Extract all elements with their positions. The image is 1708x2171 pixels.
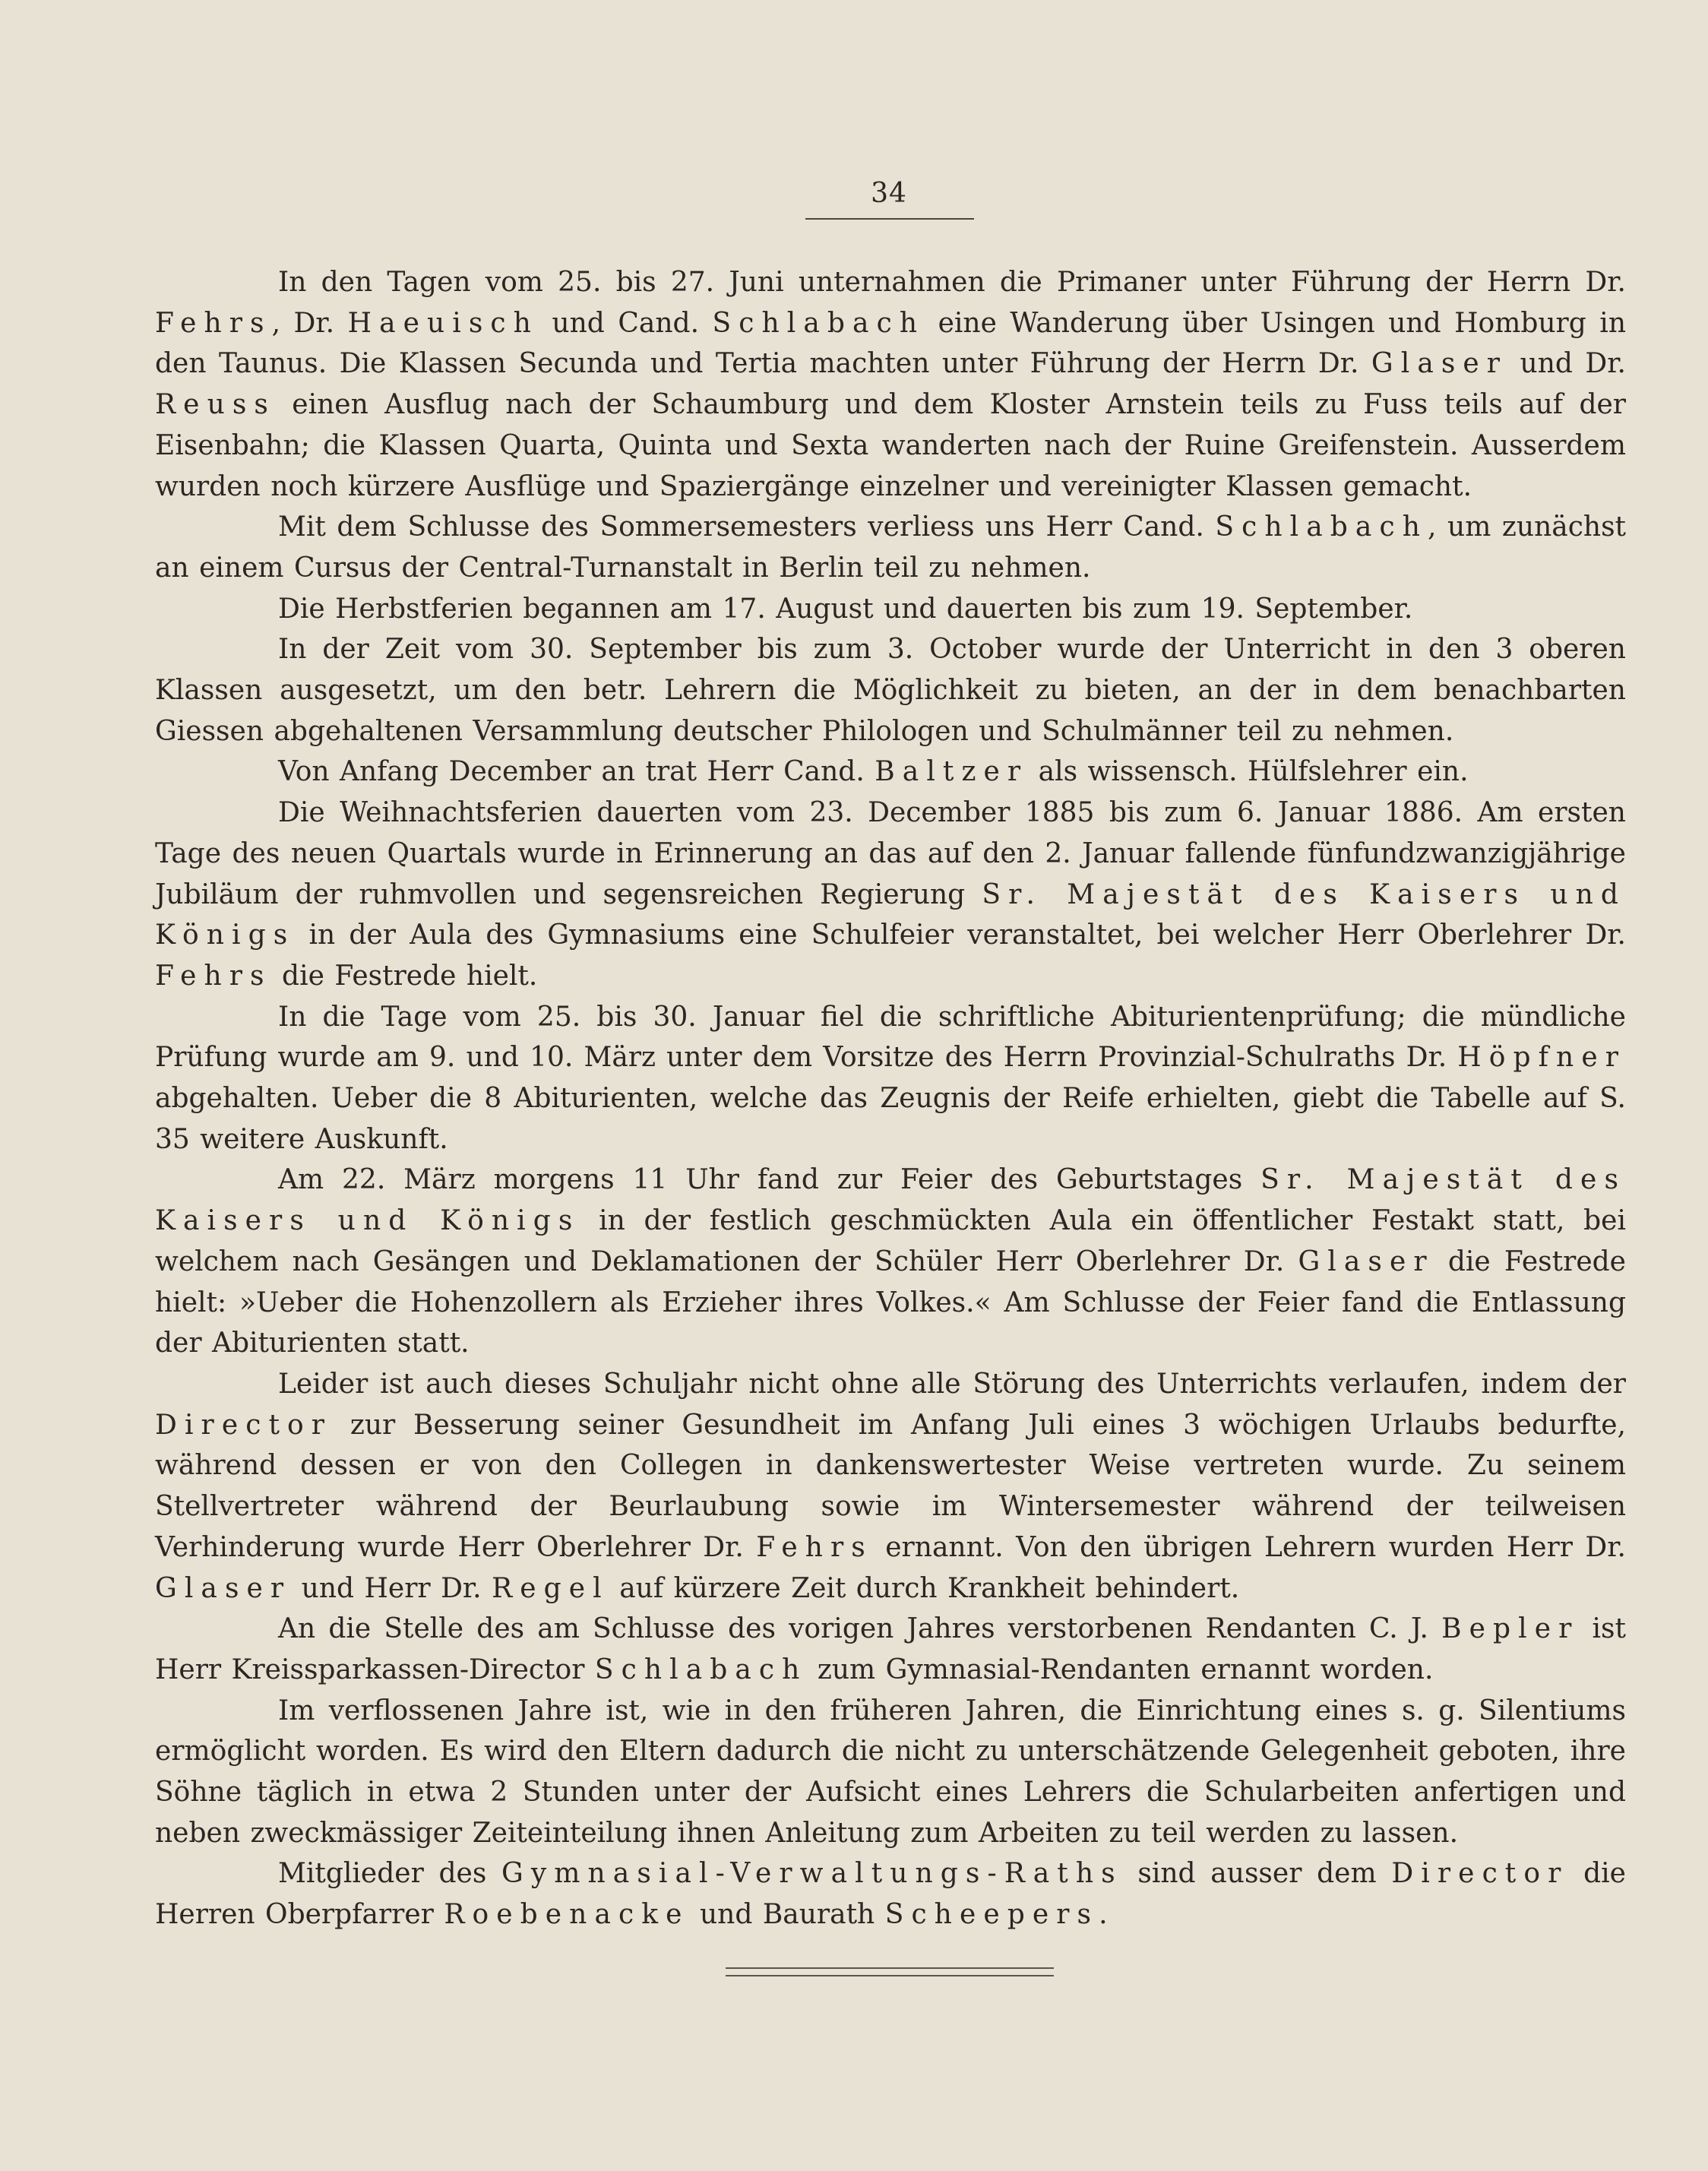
spaced-name: Schlabach — [712, 307, 925, 339]
text-run: , um zunächst an einem Cursus der Central-Turnanstalt in Berlin teil zu nehmen. — [155, 511, 1627, 584]
spaced-name: Bepler — [1441, 1613, 1580, 1645]
text-run: Leider ist auch dieses Schuljahr nicht ohne alle Störung des Unterrichts verlaufen, indem der — [278, 1368, 1626, 1400]
spaced-name: Fehrs — [155, 960, 272, 992]
spaced-name: Glaser — [1371, 348, 1508, 380]
text-run: in der Aula des Gymnasiums eine Schulfeier veranstaltet, bei welcher Herr Oberlehrer Dr. — [295, 919, 1626, 951]
spaced-name: Glaser — [1298, 1245, 1434, 1277]
text-run: Die Weihnachtsferien dauerten vom 23. December 1885 bis zum 6. Januar 1886. Am ersten Tage des neuen Quartals wurde in Erinnerung an das auf den 2. Januar fallende fünfundzwanzigjährige Jubiläum der ruhmvollen und segensreichen Regierung — [155, 797, 1626, 910]
text-run: ernannt. Von den übrigen Lehrern wurden Herr Dr. — [872, 1531, 1626, 1563]
spaced-name: Scheepers — [884, 1899, 1099, 1931]
text-run: auf kürzere Zeit durch Krankheit behindert. — [609, 1572, 1240, 1604]
text-run: Von Anfang December an trat Herr Cand. — [278, 756, 875, 788]
paragraph — [155, 997, 1626, 1160]
text-run: und Herr Dr. — [291, 1572, 492, 1604]
paragraph — [155, 1609, 1626, 1690]
page-number: 34 — [871, 178, 907, 209]
spaced-name: Director — [1391, 1858, 1569, 1890]
text-run: und Dr. — [1507, 348, 1626, 380]
text-run: und Baurath — [689, 1899, 885, 1931]
spaced-name: Reuss — [155, 389, 276, 421]
page-number-rule — [805, 218, 974, 220]
paragraph — [155, 1853, 1626, 1935]
text-run: in der festlich geschmückten Aula ein öffentlicher Festakt statt, bei welchem nach Gesängen und Deklamationen der Schüler Herr Oberlehrer Dr. — [155, 1205, 1626, 1277]
spaced-name: Baltzer — [875, 756, 1029, 788]
text-run: zur Besserung seiner Gesundheit im Anfang Juli eines 3 wöchigen Urlaubs bedurfte, während dessen er von den Collegen in dankenswertester Weise vertreten wurde. Zu seinem Stellvertreter während der Beurlaubung sowie im Wintersemester während der teilweisen Verhinderung wurde Herr Oberlehrer Dr. — [155, 1409, 1626, 1563]
text-run: Mit dem Schlusse des Sommersemesters verliess uns Herr Cand. — [278, 511, 1216, 543]
paragraph — [155, 629, 1626, 752]
text-run: eine Wanderung über Usingen und Homburg in den Taunus. Die Klassen Secunda und Tertia machten unter Führung der Herrn Dr. — [155, 307, 1627, 380]
spaced-name: Gymnasial-Verwaltungs-Raths — [501, 1858, 1123, 1890]
text-run: An die Stelle des am Schlusse des vorigen Jahres verstorbenen Rendanten C. J. — [278, 1613, 1442, 1645]
paragraph — [155, 589, 1626, 630]
text-run: einen Ausflug nach der Schaumburg und dem Kloster Arnstein teils zu Fuss teils auf der Eisenbahn; die Klassen Quarta, Quinta und Sexta wanderten nach der Ruine Greifenstein. Ausserdem wurden noch kürzere Ausflüge und Spaziergänge einzelner und vereinigter Klassen gemacht. — [155, 389, 1626, 502]
paragraph — [155, 1364, 1626, 1609]
spaced-name: Schlabach — [594, 1654, 808, 1685]
spaced-name: Fehrs — [756, 1531, 873, 1563]
text-run: ist Herr Kreissparkassen-Director — [155, 1613, 1626, 1685]
spaced-name: Höpfner — [1457, 1042, 1626, 1074]
spaced-name: Haeuisch — [347, 307, 539, 339]
paragraph — [155, 1691, 1626, 1854]
spaced-name: Schlabach — [1215, 511, 1428, 543]
text-run: zum Gymnasial-Rendanten ernannt worden. — [807, 1654, 1434, 1685]
spaced-name: Roebenacke — [444, 1899, 690, 1931]
text-run: , Dr. — [271, 307, 348, 339]
text-run: Am 22. März morgens 11 Uhr fand zur Feier des Geburtstages — [278, 1164, 1261, 1196]
text-run: Im verflossenen Jahre ist, wie in den früheren Jahren, die Einrichtung eines s. g. Silentiums ermöglicht worden. Es wird den Eltern dadurch die nicht zu unterschätzende Gelegenheit geboten, ihre Söhne täglich in etwa 2 Stunden unter der Aufsicht eines Lehrers die Schularbeiten anfertigen und neben zweckmässiger Zeiteinteilung ihnen Anleitung zum Arbeiten zu teil werden zu lassen. — [155, 1695, 1626, 1849]
closing-double-rule — [726, 1967, 1054, 1976]
text-run: als wissensch. Hülfslehrer ein. — [1028, 756, 1469, 788]
spaced-name: Regel — [492, 1572, 609, 1604]
text-run: abgehalten. Ueber die 8 Abiturienten, welche das Zeugnis der Reife erhielten, giebt die Tabelle auf S. 35 weitere Auskunft. — [155, 1083, 1626, 1155]
paragraph — [155, 507, 1626, 588]
text-run: sind ausser dem — [1122, 1858, 1392, 1890]
text-run: die Herren Oberpfarrer — [155, 1858, 1626, 1931]
spaced-name: Sr. Majestät des Kaisers und Königs — [155, 1164, 1626, 1237]
spaced-name: Glaser — [155, 1572, 292, 1604]
paragraph — [155, 1160, 1626, 1364]
spaced-name: Sr. Majestät des Kaisers und Königs — [155, 878, 1626, 951]
text-run: In den Tagen vom 25. bis 27. Juni unternahmen die Primaner unter Führung der Herrn Dr. — [278, 267, 1626, 298]
text-run: In die Tage vom 25. bis 30. Januar fiel die schriftliche Abiturientenprüfung; die mündliche Prüfung wurde am 9. und 10. März unter dem Vorsitze des Herrn Provinzial-Schulraths Dr. — [155, 1001, 1626, 1074]
spaced-name: Fehrs — [155, 307, 272, 339]
text-run: . — [1099, 1899, 1108, 1931]
text-run: und Cand. — [538, 307, 713, 339]
text-run: Die Herbstferien begannen am 17. August und dauerten bis zum 19. September. — [278, 593, 1413, 625]
text-run: die Festrede hielt: »Ueber die Hohenzollern als Erzieher ihres Volkes.« Am Schlusse der Feier fand die Entlassung der Abiturienten statt. — [155, 1245, 1626, 1359]
spaced-name: Director — [155, 1409, 333, 1441]
text-run: In der Zeit vom 30. September bis zum 3. October wurde der Unterricht in den 3 oberen Klassen ausgesetzt, um den betr. Lehrern die Möglichkeit zu bieten, an der in dem benachbarten Giessen abgehaltenen Versammlung deutscher Philologen und Schulmänner teil zu nehmen. — [155, 634, 1626, 747]
text-run: die Festrede hielt. — [271, 960, 538, 992]
paragraph — [155, 262, 1626, 507]
paragraph — [155, 793, 1626, 997]
text-run: Mitglieder des — [278, 1858, 502, 1890]
paragraph — [155, 752, 1626, 793]
body-text — [155, 262, 1626, 1935]
